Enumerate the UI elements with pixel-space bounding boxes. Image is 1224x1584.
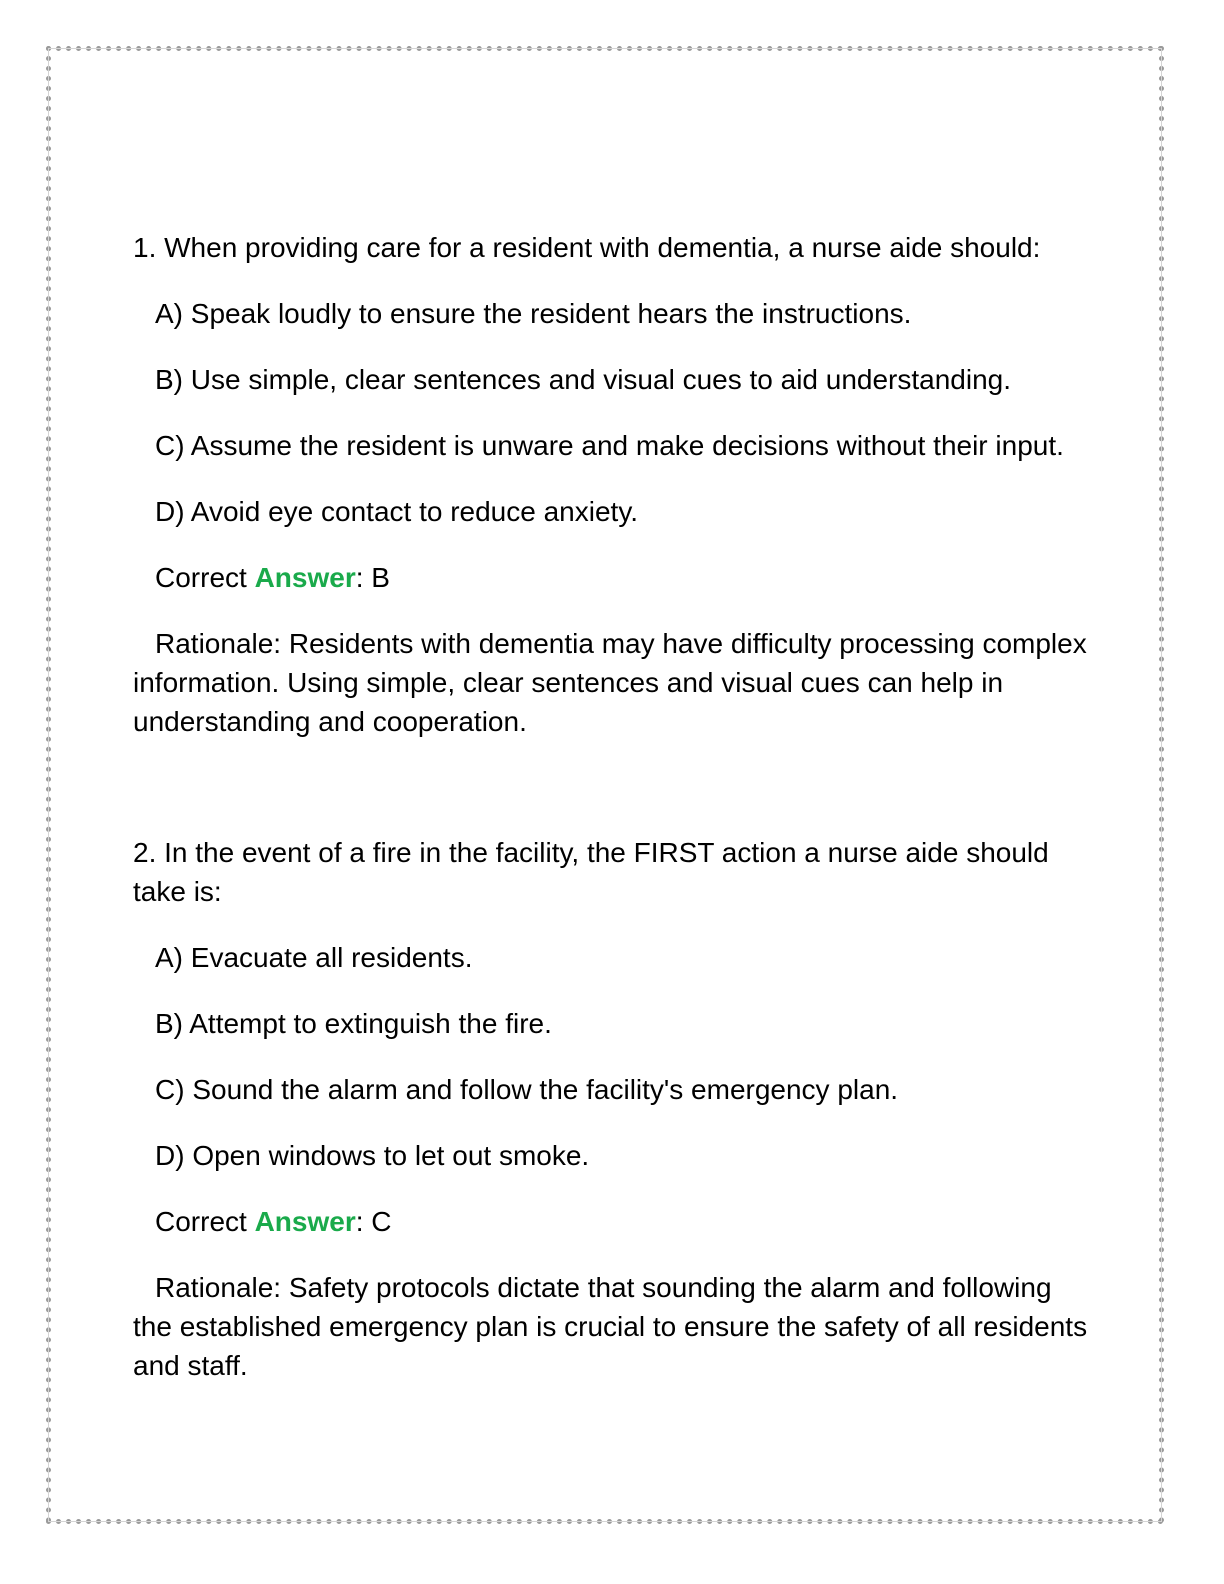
correct-answer-value: : B	[355, 562, 390, 593]
answer-keyword: Answer	[254, 562, 356, 593]
option-c: C) Assume the resident is unware and make decisions without their input.	[155, 430, 1064, 461]
option-b: B) Attempt to extinguish the fire.	[155, 1008, 552, 1039]
rationale: Rationale: Residents with dementia may have difficulty processing complex information. Using simple, clear sentences and visual cues can help in understanding and cooperation.	[133, 628, 1087, 737]
rationale: Rationale: Safety protocols dictate that sounding the alarm and following the established emergency plan is crucial to ensure the safety of all residents and staff.	[133, 1272, 1088, 1381]
question-1	[133, 228, 1093, 741]
option-a: A) Speak loudly to ensure the resident hears the instructions.	[155, 298, 912, 329]
option-d: D) Open windows to let out smoke.	[155, 1140, 590, 1171]
document-content	[133, 228, 1093, 1412]
correct-answer-prefix: Correct	[155, 562, 255, 593]
option-c: C) Sound the alarm and follow the facility's emergency plan.	[155, 1074, 899, 1105]
option-d: D) Avoid eye contact to reduce anxiety.	[155, 496, 639, 527]
option-b: B) Use simple, clear sentences and visual cues to aid understanding.	[155, 364, 1012, 395]
question-stem: 2. In the event of a fire in the facility, the FIRST action a nurse aide should take is:	[133, 837, 1049, 907]
answer-keyword: Answer	[254, 1206, 356, 1237]
question-2	[133, 833, 1093, 1385]
correct-answer-value: : C	[355, 1206, 392, 1237]
question-stem: 1. When providing care for a resident with dementia, a nurse aide should:	[133, 232, 1041, 263]
correct-answer	[133, 558, 1093, 597]
correct-answer	[133, 1202, 1093, 1241]
option-a: A) Evacuate all residents.	[155, 942, 473, 973]
correct-answer-prefix: Correct	[155, 1206, 255, 1237]
